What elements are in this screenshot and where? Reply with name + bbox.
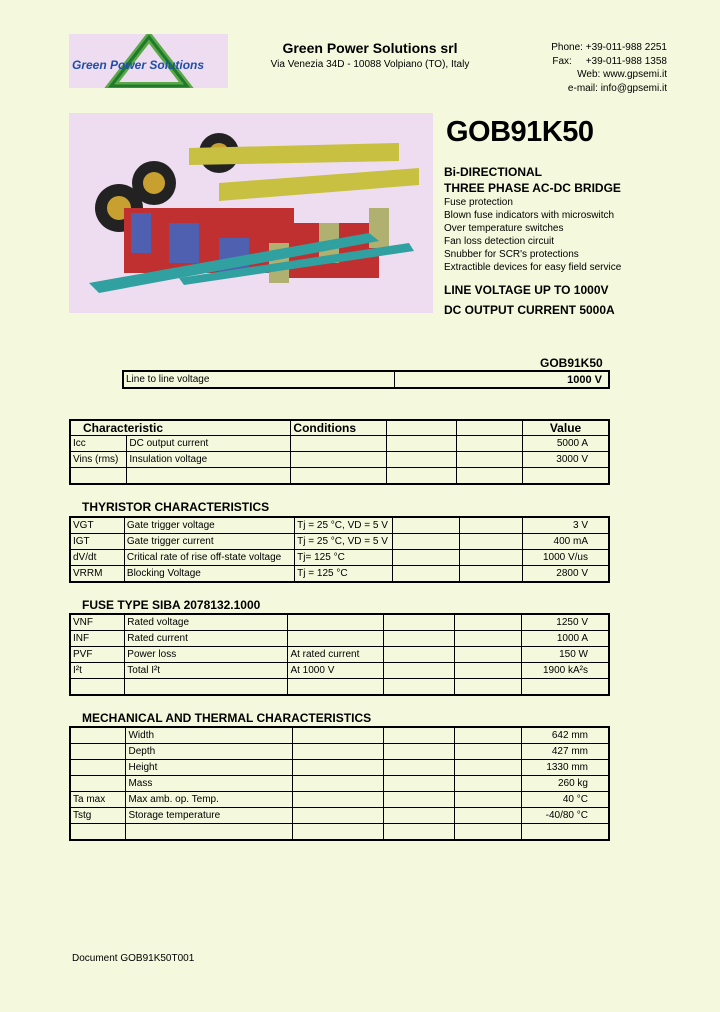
conditions-cell: Tj = 25 °C, VD = 5 V xyxy=(295,517,393,534)
blank-cell xyxy=(383,760,454,776)
main-characteristics-table xyxy=(69,419,610,485)
conditions-cell xyxy=(292,792,383,808)
description-cell: Power loss xyxy=(125,647,288,663)
blank-cell xyxy=(392,517,459,534)
blank-cell xyxy=(384,631,455,647)
description-cell xyxy=(126,824,292,841)
blank-cell xyxy=(454,727,521,744)
symbol-cell: PVF xyxy=(70,647,125,663)
feature-item: Over temperature switches xyxy=(444,223,564,234)
description-cell: Insulation voltage xyxy=(127,452,291,468)
value-cell: 3 V xyxy=(522,517,609,534)
description-cell: Max amb. op. Temp. xyxy=(126,792,292,808)
symbol-cell: IGT xyxy=(70,534,124,550)
description-cell: DC output current xyxy=(127,436,291,452)
line-voltage-label: Line to line voltage xyxy=(123,371,395,388)
thyristor-table xyxy=(69,516,610,583)
description-cell: Blocking Voltage xyxy=(124,566,294,583)
feature-item: Fuse protection xyxy=(444,197,513,208)
company-logo xyxy=(69,34,228,88)
company-name: Green Power Solutions srl xyxy=(282,40,458,56)
conditions-cell xyxy=(292,727,383,744)
description-cell xyxy=(125,679,288,696)
table-row xyxy=(70,647,609,663)
blank-cell xyxy=(454,760,521,776)
conditions-cell xyxy=(288,679,384,696)
conditions-cell xyxy=(292,808,383,824)
phone: Phone: +39-011-988 2251 xyxy=(551,42,667,53)
table-row xyxy=(70,436,609,452)
value-cell: 1900 kA²s xyxy=(521,663,609,679)
table-row xyxy=(70,727,609,744)
symbol-cell: Icc xyxy=(70,436,127,452)
value-cell: 260 kg xyxy=(521,776,609,792)
table-row xyxy=(70,534,609,550)
value-cell: 1330 mm xyxy=(521,760,609,776)
blank-cell xyxy=(386,452,456,468)
table-row xyxy=(70,824,609,841)
line-voltage-value: 1000 V xyxy=(395,371,610,388)
fax: Fax: +39-011-988 1358 xyxy=(552,55,667,67)
table-row xyxy=(70,614,609,631)
title-line-1: Bi-DIRECTIONAL xyxy=(444,165,542,179)
table-row xyxy=(70,663,609,679)
description-cell: Rated voltage xyxy=(125,614,288,631)
fuse-heading: FUSE TYPE SIBA 2078132.1000 xyxy=(82,598,261,612)
value-cell: 3000 V xyxy=(523,452,609,468)
blank-cell xyxy=(454,824,521,841)
blank-cell xyxy=(392,534,459,550)
table-row xyxy=(70,550,609,566)
conditions-cell xyxy=(292,824,383,841)
description-cell: Depth xyxy=(126,744,292,760)
table-row xyxy=(70,566,609,583)
blank-cell xyxy=(454,744,521,760)
conditions-cell: Tj = 125 °C xyxy=(295,566,393,583)
bridge-assembly-illustration xyxy=(69,113,433,313)
thyristor-heading: THYRISTOR CHARACTERISTICS xyxy=(82,500,270,514)
value-cell: 40 °C xyxy=(521,792,609,808)
value-cell: 5000 A xyxy=(523,436,609,452)
blank-cell xyxy=(383,792,454,808)
value-cell xyxy=(521,679,609,696)
conditions-cell xyxy=(291,452,386,468)
value-cell: 2800 V xyxy=(522,566,609,583)
table-row xyxy=(70,808,609,824)
blank-cell xyxy=(459,517,522,534)
rating-voltage: LINE VOLTAGE UP TO 1000V xyxy=(444,283,609,297)
symbol-cell: dV/dt xyxy=(70,550,124,566)
email: e-mail: info@gpsemi.it xyxy=(567,82,667,94)
description-cell: Gate trigger voltage xyxy=(124,517,294,534)
blank-cell xyxy=(455,614,521,631)
description-cell: Storage temperature xyxy=(126,808,292,824)
symbol-cell xyxy=(70,776,126,792)
blank-cell xyxy=(386,468,456,485)
conditions-cell xyxy=(288,614,384,631)
feature-item: Snubber for SCR's protections xyxy=(444,249,579,260)
conditions-cell xyxy=(292,776,383,792)
blank-cell xyxy=(459,534,522,550)
value-cell: -40/80 °C xyxy=(521,808,609,824)
table-row xyxy=(70,452,609,468)
blank-cell xyxy=(383,727,454,744)
web: Web: www.gpsemi.it xyxy=(577,69,667,80)
table-row xyxy=(70,760,609,776)
blank-cell xyxy=(454,808,521,824)
blank-cell xyxy=(383,808,454,824)
description-cell: Height xyxy=(126,760,292,776)
symbol-cell: INF xyxy=(70,631,125,647)
header-characteristic: Characteristic xyxy=(70,420,291,436)
blank-cell xyxy=(383,824,454,841)
symbol-cell: Ta max xyxy=(70,792,126,808)
blank-cell xyxy=(457,452,523,468)
rating-current: DC OUTPUT CURRENT 5000A xyxy=(444,303,615,317)
value-cell xyxy=(523,468,609,485)
header-blank-2 xyxy=(457,420,523,436)
blank-cell xyxy=(392,566,459,583)
table-row xyxy=(70,776,609,792)
feature-item: Extractible devices for easy field service xyxy=(444,262,622,273)
table-row xyxy=(70,468,609,485)
table-row xyxy=(70,792,609,808)
value-cell: 427 mm xyxy=(521,744,609,760)
symbol-cell xyxy=(70,744,126,760)
blank-cell xyxy=(384,663,455,679)
blank-cell xyxy=(455,631,521,647)
description-cell: Gate trigger current xyxy=(124,534,294,550)
symbol-cell: Tstg xyxy=(70,808,126,824)
company-block xyxy=(250,40,490,70)
description-cell: Total I²t xyxy=(125,663,288,679)
symbol-cell: I²t xyxy=(70,663,125,679)
symbol-cell xyxy=(70,760,126,776)
blank-cell xyxy=(455,679,521,696)
blank-cell xyxy=(459,550,522,566)
table-row xyxy=(70,517,609,534)
blank-cell xyxy=(383,776,454,792)
symbol-cell xyxy=(70,679,125,696)
conditions-cell xyxy=(288,631,384,647)
blank-cell xyxy=(392,550,459,566)
value-cell: 1000 V/us xyxy=(522,550,609,566)
document-id: Document GOB91K50T001 xyxy=(72,953,195,964)
symbol-cell: VRRM xyxy=(70,566,124,583)
mechanical-heading: MECHANICAL AND THERMAL CHARACTERISTICS xyxy=(82,711,372,725)
table-row xyxy=(70,744,609,760)
line-voltage-table xyxy=(122,370,610,389)
value-cell: 150 W xyxy=(521,647,609,663)
description-cell: Critical rate of rise off-state voltage xyxy=(124,550,294,566)
header-conditions: Conditions xyxy=(291,420,386,436)
value-cell: 400 mA xyxy=(522,534,609,550)
table-row xyxy=(70,631,609,647)
symbol-cell: VGT xyxy=(70,517,124,534)
header-value: Value xyxy=(523,420,609,436)
product-image xyxy=(69,113,433,313)
fuse-table xyxy=(69,613,610,696)
blank-cell xyxy=(454,776,521,792)
description-cell xyxy=(127,468,291,485)
model-title: GOB91K50 xyxy=(446,116,594,148)
blank-cell xyxy=(383,744,454,760)
blank-cell xyxy=(455,647,521,663)
conditions-cell xyxy=(292,744,383,760)
blank-cell xyxy=(384,647,455,663)
value-cell: 1250 V xyxy=(521,614,609,631)
conditions-cell: Tj = 25 °C, VD = 5 V xyxy=(295,534,393,550)
conditions-cell: At 1000 V xyxy=(288,663,384,679)
blank-cell xyxy=(384,679,455,696)
value-cell xyxy=(521,824,609,841)
feature-item: Blown fuse indicators with microswitch xyxy=(444,210,615,221)
conditions-cell xyxy=(291,436,386,452)
logo-text: Green Power Solutions xyxy=(72,58,205,72)
line-table-model: GOB91K50 xyxy=(540,356,603,370)
description-cell: Rated current xyxy=(125,631,288,647)
blank-cell xyxy=(459,566,522,583)
symbol-cell xyxy=(70,468,127,485)
table-row xyxy=(70,679,609,696)
conditions-cell: At rated current xyxy=(288,647,384,663)
description-cell: Width xyxy=(126,727,292,744)
symbol-cell: VNF xyxy=(70,614,125,631)
product-description xyxy=(444,164,621,320)
company-address: Via Venezia 34D - 10088 Volpiano (TO), Italy xyxy=(270,59,470,70)
blank-cell xyxy=(384,614,455,631)
feature-item: Fan loss detection circuit xyxy=(444,236,555,247)
symbol-cell xyxy=(70,824,126,841)
contact-block xyxy=(551,41,667,95)
blank-cell xyxy=(457,436,523,452)
header-blank-1 xyxy=(386,420,456,436)
mechanical-table xyxy=(69,726,610,841)
conditions-cell: Tj= 125 °C xyxy=(295,550,393,566)
conditions-cell xyxy=(292,760,383,776)
blank-cell xyxy=(386,436,456,452)
title-line-2: THREE PHASE AC-DC BRIDGE xyxy=(444,181,621,195)
blank-cell xyxy=(457,468,523,485)
conditions-cell xyxy=(291,468,386,485)
blank-cell xyxy=(454,792,521,808)
blank-cell xyxy=(455,663,521,679)
symbol-cell: Vins (rms) xyxy=(70,452,127,468)
value-cell: 642 mm xyxy=(521,727,609,744)
value-cell: 1000 A xyxy=(521,631,609,647)
symbol-cell xyxy=(70,727,126,744)
description-cell: Mass xyxy=(126,776,292,792)
